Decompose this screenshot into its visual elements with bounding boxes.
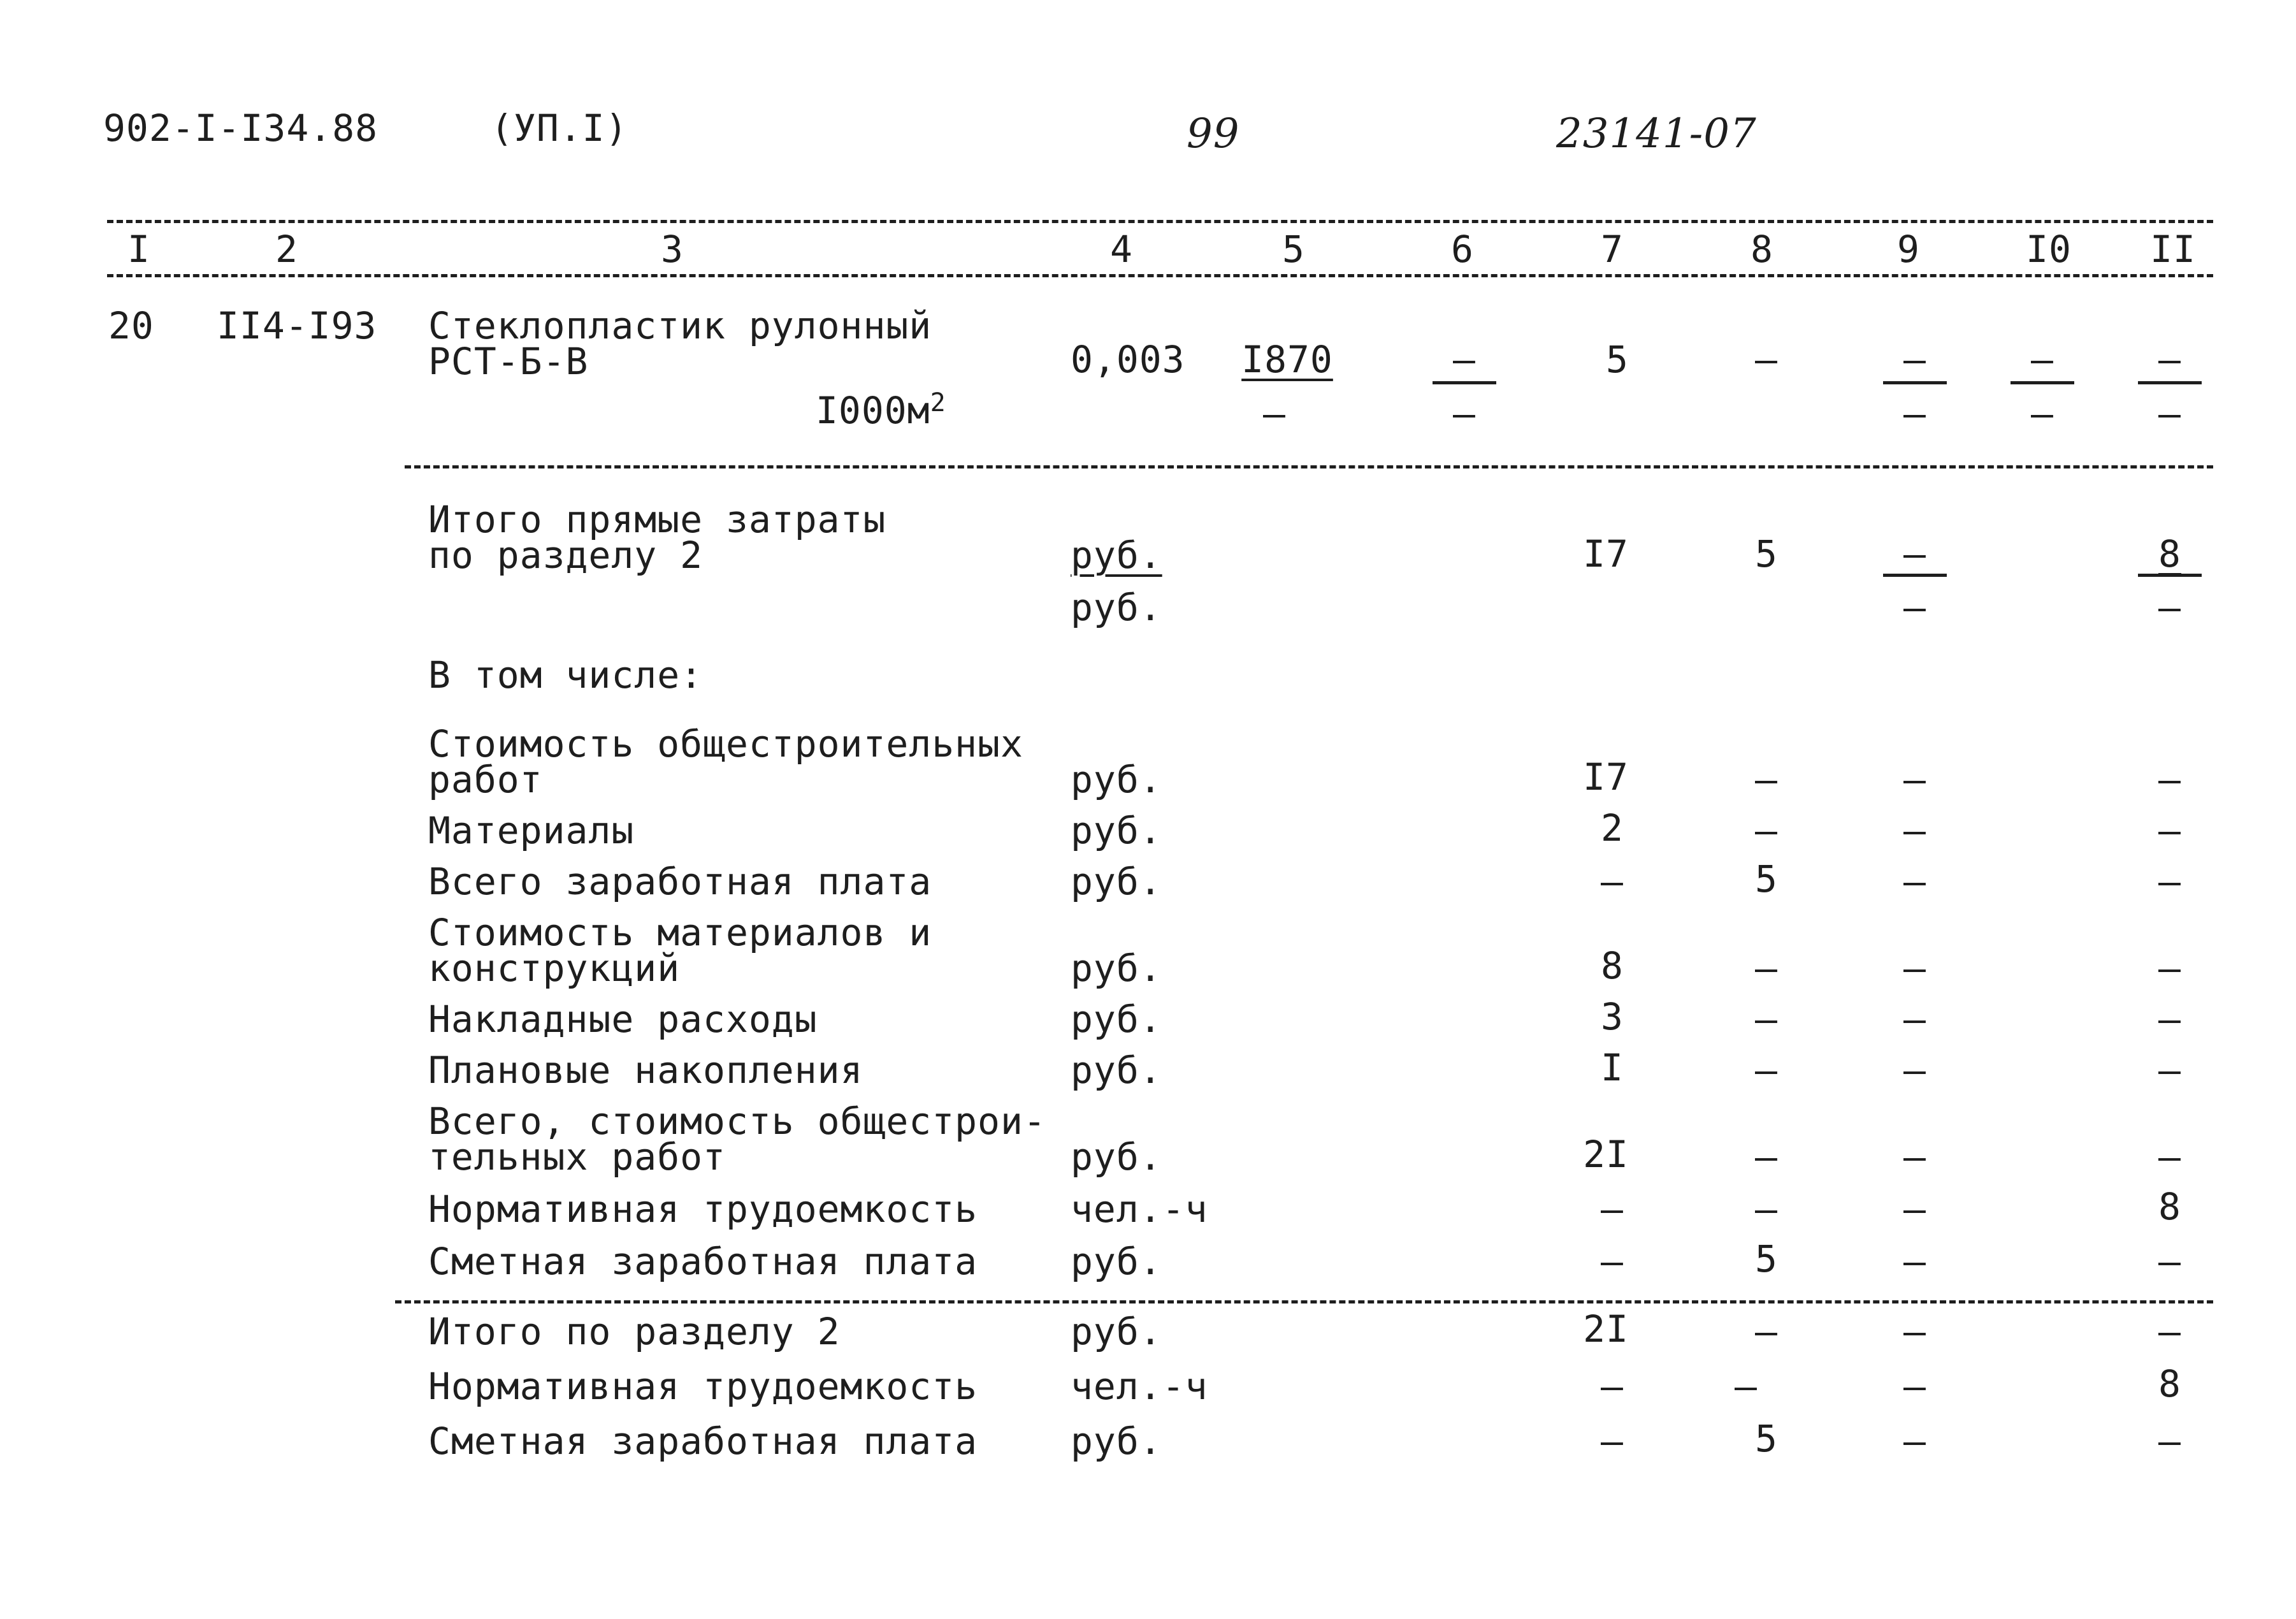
column-header-11: II xyxy=(2150,228,2196,271)
final-row-col8: – xyxy=(1755,1310,1778,1353)
totals-direct-col9-top: – xyxy=(1903,532,1926,576)
page-number: 99 xyxy=(1187,110,1240,157)
final-row-col9: – xyxy=(1903,1365,1926,1408)
final-row-col11: – xyxy=(2158,1310,2181,1353)
row-col11: – xyxy=(2158,1240,2181,1283)
row-label: Стоимость общестроительных xyxy=(428,722,1023,766)
item-unit-text: I000м xyxy=(816,389,930,432)
row-col7: – xyxy=(1601,860,1624,903)
row-col9: – xyxy=(1903,1187,1926,1231)
column-header-5: 5 xyxy=(1282,228,1305,271)
row-col7: I xyxy=(1601,1046,1624,1089)
row-unit: руб. xyxy=(1071,1049,1162,1092)
row-col9: – xyxy=(1903,758,1926,801)
row-label-cont: тельных работ xyxy=(428,1135,726,1179)
row-unit: руб. xyxy=(1071,998,1162,1041)
final-row-label: Сметная заработная плата xyxy=(428,1419,978,1463)
item-price: I870 xyxy=(1241,338,1333,381)
including-label: В том числе: xyxy=(428,653,704,697)
row-col11: – xyxy=(2158,998,2181,1041)
row-col8: – xyxy=(1755,758,1778,801)
final-row-col9: – xyxy=(1903,1419,1926,1463)
row-label-cont: работ xyxy=(428,758,543,801)
item-col9-bar xyxy=(1883,381,1947,384)
final-row-col9: – xyxy=(1903,1310,1926,1353)
row-col11: – xyxy=(2158,758,2181,801)
item-col10-top: – xyxy=(2031,338,2054,381)
item-name-line1: Стеклопластик рулонный xyxy=(428,304,932,347)
header-bottom-dashed-line xyxy=(107,274,2213,277)
totals-direct-col8: 5 xyxy=(1755,532,1778,576)
album-number: (УП.I) xyxy=(491,106,628,150)
row-col7: – xyxy=(1601,1187,1624,1231)
totals-direct-col11-bar xyxy=(2138,574,2202,577)
totals-direct-unit-bottom: руб. xyxy=(1071,586,1162,629)
row-col8: – xyxy=(1755,947,1778,990)
final-row-unit: руб. xyxy=(1071,1310,1162,1353)
header-top-dashed-line xyxy=(107,220,2213,223)
final-row-col7: 2I xyxy=(1583,1307,1629,1351)
item-col6-top: – xyxy=(1453,338,1476,381)
totals-direct-col7: I7 xyxy=(1583,532,1629,576)
totals-direct-label-line1: Итого прямые затраты xyxy=(428,498,886,541)
column-header-1: I xyxy=(127,228,150,271)
row-label: Материалы xyxy=(428,809,635,852)
item-col6-bottom: – xyxy=(1453,392,1476,435)
item-col6-bar xyxy=(1433,381,1496,384)
row-col11: 8 xyxy=(2158,1185,2181,1228)
row-label: Всего, стоимость общестрои- xyxy=(428,1100,1046,1143)
item-code: II4-I93 xyxy=(217,304,377,347)
final-row-col7: – xyxy=(1601,1365,1624,1408)
row-col11: – xyxy=(2158,1135,2181,1179)
row-label: Стоимость материалов и xyxy=(428,911,932,954)
final-row-col11: – xyxy=(2158,1419,2181,1463)
row-col7: – xyxy=(1601,1240,1624,1283)
row-col7: I7 xyxy=(1583,755,1629,799)
column-header-3: 3 xyxy=(661,228,684,271)
row-col9: – xyxy=(1903,1135,1926,1179)
row-col7: 8 xyxy=(1601,944,1624,987)
row-col11: – xyxy=(2158,1049,2181,1092)
column-header-9: 9 xyxy=(1897,228,1920,271)
column-header-4: 4 xyxy=(1110,228,1133,271)
item-col11-bottom: – xyxy=(2158,392,2181,435)
row-col9: – xyxy=(1903,998,1926,1041)
row-col8: 5 xyxy=(1755,857,1778,901)
column-header-8: 8 xyxy=(1751,228,1773,271)
item-unit-superscript: 2 xyxy=(930,388,946,417)
totals-direct-label-line2: по разделу 2 xyxy=(428,534,704,577)
final-row-col7: – xyxy=(1601,1419,1624,1463)
row-unit: руб. xyxy=(1071,1135,1162,1179)
totals-direct-unit-top: руб. xyxy=(1071,534,1162,577)
row-col9: – xyxy=(1903,809,1926,852)
row-col7: 2 xyxy=(1601,806,1624,850)
final-row-unit: руб. xyxy=(1071,1419,1162,1463)
row-col8: – xyxy=(1755,998,1778,1041)
column-header-10: I0 xyxy=(2026,228,2072,271)
final-row-unit: чел.-ч xyxy=(1071,1365,1208,1408)
item-separator-dashed-line xyxy=(405,465,2213,468)
row-col7: 2I xyxy=(1583,1133,1629,1176)
row-label: Нормативная трудоемкость xyxy=(428,1187,978,1231)
row-col8: – xyxy=(1755,1187,1778,1231)
item-col11-bar xyxy=(2138,381,2202,384)
final-row-col11: 8 xyxy=(2158,1362,2181,1405)
row-label: Всего заработная плата xyxy=(428,860,932,903)
row-label-cont: конструкций xyxy=(428,947,681,990)
row-col9: – xyxy=(1903,1049,1926,1092)
item-col11-top: – xyxy=(2158,338,2181,381)
column-header-2: 2 xyxy=(275,228,298,271)
row-col8: 5 xyxy=(1755,1237,1778,1281)
row-unit: руб. xyxy=(1071,758,1162,801)
row-col8: – xyxy=(1755,1049,1778,1092)
row-unit: руб. xyxy=(1071,809,1162,852)
item-col10-bottom: – xyxy=(2031,392,2054,435)
final-row-col8: – xyxy=(1735,1365,1758,1408)
row-col9: – xyxy=(1903,860,1926,903)
totals-direct-col11-bottom: – xyxy=(2158,586,2181,629)
item-col8: – xyxy=(1755,338,1778,381)
item-name-line2: РСТ-Б-В xyxy=(428,340,589,383)
row-label: Плановые накопления xyxy=(428,1049,863,1092)
row-col8: – xyxy=(1755,1135,1778,1179)
totals-direct-col9-bottom: – xyxy=(1903,586,1926,629)
row-label: Сметная заработная плата xyxy=(428,1240,978,1283)
item-quantity: 0,003 xyxy=(1071,338,1185,381)
section-total-dashed-line xyxy=(395,1300,2213,1303)
row-unit: руб. xyxy=(1071,947,1162,990)
row-col9: – xyxy=(1903,947,1926,990)
final-row-col8: 5 xyxy=(1755,1417,1778,1460)
row-col8: – xyxy=(1755,809,1778,852)
item-unit xyxy=(816,388,946,432)
row-col9: – xyxy=(1903,1240,1926,1283)
item-col7: 5 xyxy=(1606,338,1629,381)
final-row-label: Нормативная трудоемкость xyxy=(428,1365,978,1408)
item-number: 20 xyxy=(108,304,154,347)
row-unit: чел.-ч xyxy=(1071,1187,1208,1231)
row-col11: – xyxy=(2158,809,2181,852)
final-row-label: Итого по разделу 2 xyxy=(428,1310,841,1353)
row-col11: – xyxy=(2158,947,2181,990)
item-col9-top: – xyxy=(1903,338,1926,381)
inventory-number: 23141-07 xyxy=(1556,110,1757,157)
item-col5-bottom: – xyxy=(1263,392,1286,435)
totals-direct-col11-top: 8 xyxy=(2158,532,2181,576)
item-col9-bottom: – xyxy=(1903,392,1926,435)
row-col7: 3 xyxy=(1601,995,1624,1038)
row-unit: руб. xyxy=(1071,1240,1162,1283)
row-label: Накладные расходы xyxy=(428,998,818,1041)
row-col11: – xyxy=(2158,860,2181,903)
column-header-7: 7 xyxy=(1601,228,1624,271)
document-code: 902-I-I34.88 xyxy=(103,106,379,150)
row-unit: руб. xyxy=(1071,860,1162,903)
item-col10-bar xyxy=(2011,381,2074,384)
column-header-6: 6 xyxy=(1451,228,1474,271)
